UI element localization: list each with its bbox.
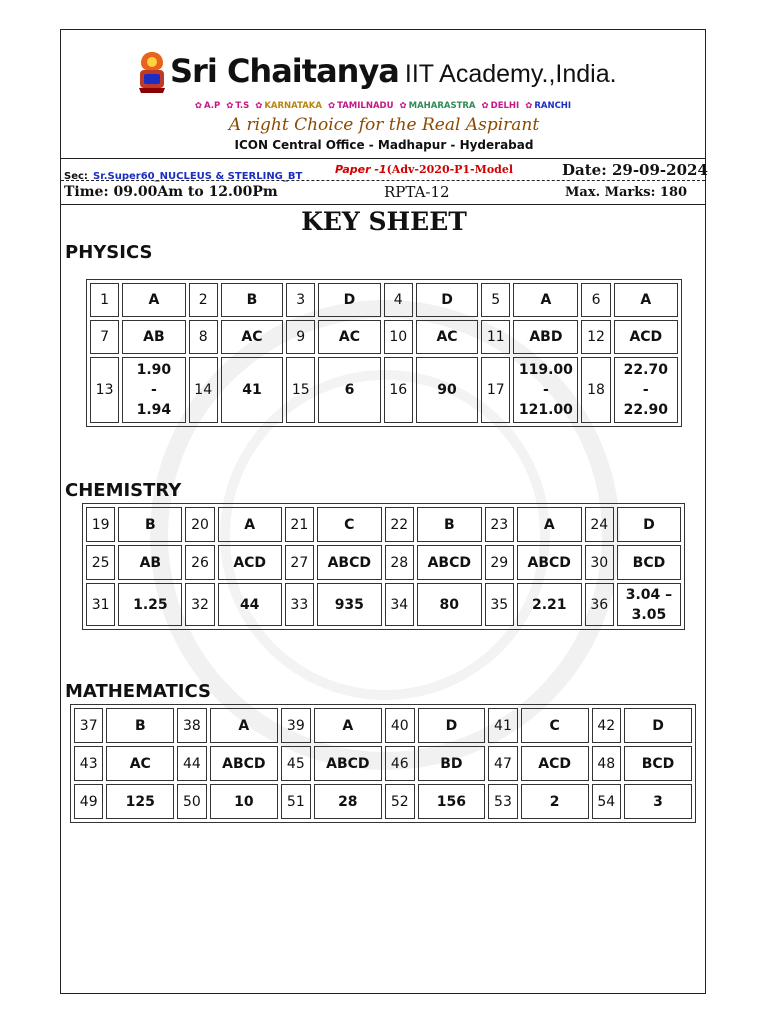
answer-cell: AC: [106, 746, 174, 781]
question-number: 1: [90, 283, 119, 317]
flower-bullet-icon: ✿: [226, 101, 234, 111]
flower-bullet-icon: ✿: [194, 101, 203, 111]
mathematics-key-table: [70, 704, 696, 823]
question-number: 2: [189, 283, 218, 317]
answer-cell: AC: [318, 320, 380, 354]
answer-cell: 10: [210, 784, 279, 819]
mathematics-heading: MATHEMATICS: [65, 681, 212, 702]
answer-cell: ABCD: [314, 746, 383, 781]
question-number: 37: [74, 708, 103, 743]
answer-cell: C: [521, 708, 589, 743]
answer-cell: 2.21: [517, 583, 582, 626]
exam-time: Time: 09.00Am to 12.00Pm: [64, 184, 278, 200]
answer-cell: ACD: [218, 545, 282, 580]
answer-cell: D: [318, 283, 380, 317]
question-number: 9: [286, 320, 315, 354]
answer-cell: ABCD: [517, 545, 582, 580]
question-number: 19: [86, 507, 115, 542]
question-number: 6: [581, 283, 610, 317]
flower-bullet-icon: ✿: [327, 101, 336, 111]
page-title: KEY SHEET: [301, 207, 467, 236]
answer-cell: B: [221, 283, 283, 317]
answer-line: -: [642, 382, 649, 398]
flower-bullet-icon: ✿: [481, 101, 489, 111]
question-number: 52: [385, 784, 414, 819]
answer-cell: [513, 357, 578, 423]
question-number: 7: [90, 320, 119, 354]
answer-cell: ABCD: [317, 545, 382, 580]
question-number: 5: [481, 283, 510, 317]
answer-cell: A: [517, 507, 582, 542]
answer-cell: 125: [106, 784, 174, 819]
state-name: TAMILNADU: [337, 101, 394, 111]
question-number: 14: [189, 357, 218, 423]
answer-cell: ABCD: [210, 746, 279, 781]
chemistry-heading: CHEMISTRY: [65, 480, 182, 501]
question-number: 11: [481, 320, 510, 354]
answer-cell: D: [418, 708, 486, 743]
question-number: 20: [185, 507, 214, 542]
header-divider: [61, 158, 705, 159]
answer-cell: ABCD: [417, 545, 482, 580]
question-number: 17: [481, 357, 510, 423]
answer-cell: [614, 357, 678, 423]
question-number: 53: [488, 784, 517, 819]
answer-cell: 90: [416, 357, 478, 423]
answer-cell: AC: [221, 320, 283, 354]
state-name: RANCHI: [534, 101, 572, 111]
key-row: [90, 320, 678, 354]
question-number: 24: [585, 507, 614, 542]
answer-cell: ACD: [521, 746, 589, 781]
answer-line: 1.90: [136, 362, 172, 378]
paper-prefix: Paper -1: [335, 163, 387, 176]
flower-bullet-icon: ✿: [399, 101, 407, 111]
answer-cell: D: [617, 507, 681, 542]
answer-cell: 1.25: [118, 583, 182, 626]
question-number: 31: [86, 583, 115, 626]
answer-cell: BD: [418, 746, 486, 781]
question-number: 49: [74, 784, 103, 819]
answer-cell: BCD: [617, 545, 681, 580]
answer-cell: B: [118, 507, 182, 542]
question-number: 46: [385, 746, 414, 781]
question-number: 38: [177, 708, 206, 743]
paper-info: [335, 163, 513, 176]
meta-bottom-divider: [61, 204, 705, 205]
answer-cell: 6: [318, 357, 380, 423]
key-row: [86, 545, 681, 580]
question-number: 12: [581, 320, 610, 354]
answer-line: 22.70: [623, 362, 668, 378]
question-number: 10: [384, 320, 413, 354]
question-number: 42: [592, 708, 621, 743]
question-number: 3: [286, 283, 315, 317]
brand-suffix: IIT Academy.,India.: [404, 60, 617, 88]
answer-cell: D: [624, 708, 692, 743]
question-number: 16: [384, 357, 413, 423]
answer-cell: AC: [416, 320, 478, 354]
max-marks: Max. Marks: 180: [565, 185, 688, 200]
answer-cell: B: [417, 507, 482, 542]
institution-logo-icon: [137, 50, 167, 94]
question-number: 22: [385, 507, 414, 542]
answer-line: -: [543, 382, 549, 398]
question-number: 21: [285, 507, 314, 542]
answer-cell: 44: [218, 583, 282, 626]
brand-heading: [170, 52, 617, 90]
question-number: 36: [585, 583, 614, 626]
question-number: 33: [285, 583, 314, 626]
paper-model: (Adv-2020-P1-Model: [386, 163, 514, 176]
answer-cell: 41: [221, 357, 283, 423]
key-row: [90, 357, 678, 423]
answer-line: 3.04 –: [625, 586, 673, 603]
answer-cell: A: [210, 708, 279, 743]
question-number: 30: [585, 545, 614, 580]
answer-line: 3.05: [631, 606, 667, 623]
question-number: 29: [485, 545, 514, 580]
question-number: 23: [485, 507, 514, 542]
key-row: [90, 283, 678, 317]
question-number: 4: [384, 283, 413, 317]
sec-label: Sec:: [64, 171, 88, 182]
answer-line: 121.00: [518, 402, 573, 418]
states-list: [0, 101, 768, 111]
question-number: 48: [592, 746, 621, 781]
answer-cell: 935: [317, 583, 382, 626]
answer-cell: 28: [314, 784, 383, 819]
answer-cell: ACD: [614, 320, 678, 354]
key-row: [86, 583, 681, 626]
question-number: 41: [488, 708, 517, 743]
answer-cell: A: [513, 283, 578, 317]
answer-cell: 2: [521, 784, 589, 819]
state-name: MAHARASTRA: [408, 101, 476, 111]
physics-heading: PHYSICS: [65, 242, 153, 263]
question-number: 35: [485, 583, 514, 626]
answer-cell: BCD: [624, 746, 692, 781]
question-number: 50: [177, 784, 206, 819]
brand-name: Sri Chaitanya: [170, 52, 399, 90]
physics-key-table: [86, 279, 682, 427]
answer-line: 1.94: [136, 402, 172, 418]
question-number: 28: [385, 545, 414, 580]
question-number: 18: [581, 357, 610, 423]
question-number: 44: [177, 746, 206, 781]
state-name: KARNATAKA: [264, 101, 322, 111]
key-row: [74, 784, 692, 819]
answer-cell: [122, 357, 186, 423]
question-number: 39: [281, 708, 310, 743]
state-name: A.P: [204, 101, 221, 111]
question-number: 51: [281, 784, 310, 819]
answer-cell: B: [106, 708, 174, 743]
answer-cell: A: [314, 708, 383, 743]
answer-cell: A: [122, 283, 186, 317]
answer-cell: ABD: [513, 320, 578, 354]
state-name: DELHI: [490, 101, 520, 111]
question-number: 45: [281, 746, 310, 781]
question-number: 27: [285, 545, 314, 580]
answer-cell: D: [416, 283, 478, 317]
answer-line: -: [150, 382, 157, 398]
flower-bullet-icon: ✿: [255, 101, 263, 111]
key-row: [74, 708, 692, 743]
exam-date: Date: 29-09-2024: [562, 161, 708, 179]
question-number: 34: [385, 583, 414, 626]
office-address: ICON Central Office - Madhapur - Hyderabad: [234, 138, 534, 152]
question-number: 25: [86, 545, 115, 580]
question-number: 15: [286, 357, 315, 423]
state-name: T.S: [235, 101, 250, 111]
answer-cell: AB: [122, 320, 186, 354]
question-number: 54: [592, 784, 621, 819]
question-number: 8: [189, 320, 218, 354]
answer-cell: C: [317, 507, 382, 542]
answer-cell: 156: [418, 784, 486, 819]
question-number: 40: [385, 708, 414, 743]
answer-cell: AB: [118, 545, 182, 580]
meta-divider: [61, 180, 705, 181]
question-number: 32: [185, 583, 214, 626]
key-row: [86, 507, 681, 542]
tagline: A right Choice for the Real Aspirant: [228, 115, 540, 135]
question-number: 43: [74, 746, 103, 781]
answer-cell: A: [218, 507, 282, 542]
answer-cell: A: [614, 283, 678, 317]
answer-cell: 80: [417, 583, 482, 626]
answer-line: 22.90: [623, 402, 668, 418]
question-number: 13: [90, 357, 119, 423]
answer-line: 119.00: [518, 362, 573, 378]
question-number: 47: [488, 746, 517, 781]
test-code: RPTA-12: [384, 183, 450, 201]
chemistry-key-table: [82, 503, 685, 630]
answer-cell: [617, 583, 681, 626]
sec-value: Sr.Super60_NUCLEUS & STERLING_BT: [93, 171, 303, 182]
answer-cell: 3: [624, 784, 692, 819]
flower-bullet-icon: ✿: [525, 101, 533, 111]
question-number: 26: [185, 545, 214, 580]
key-row: [74, 746, 692, 781]
